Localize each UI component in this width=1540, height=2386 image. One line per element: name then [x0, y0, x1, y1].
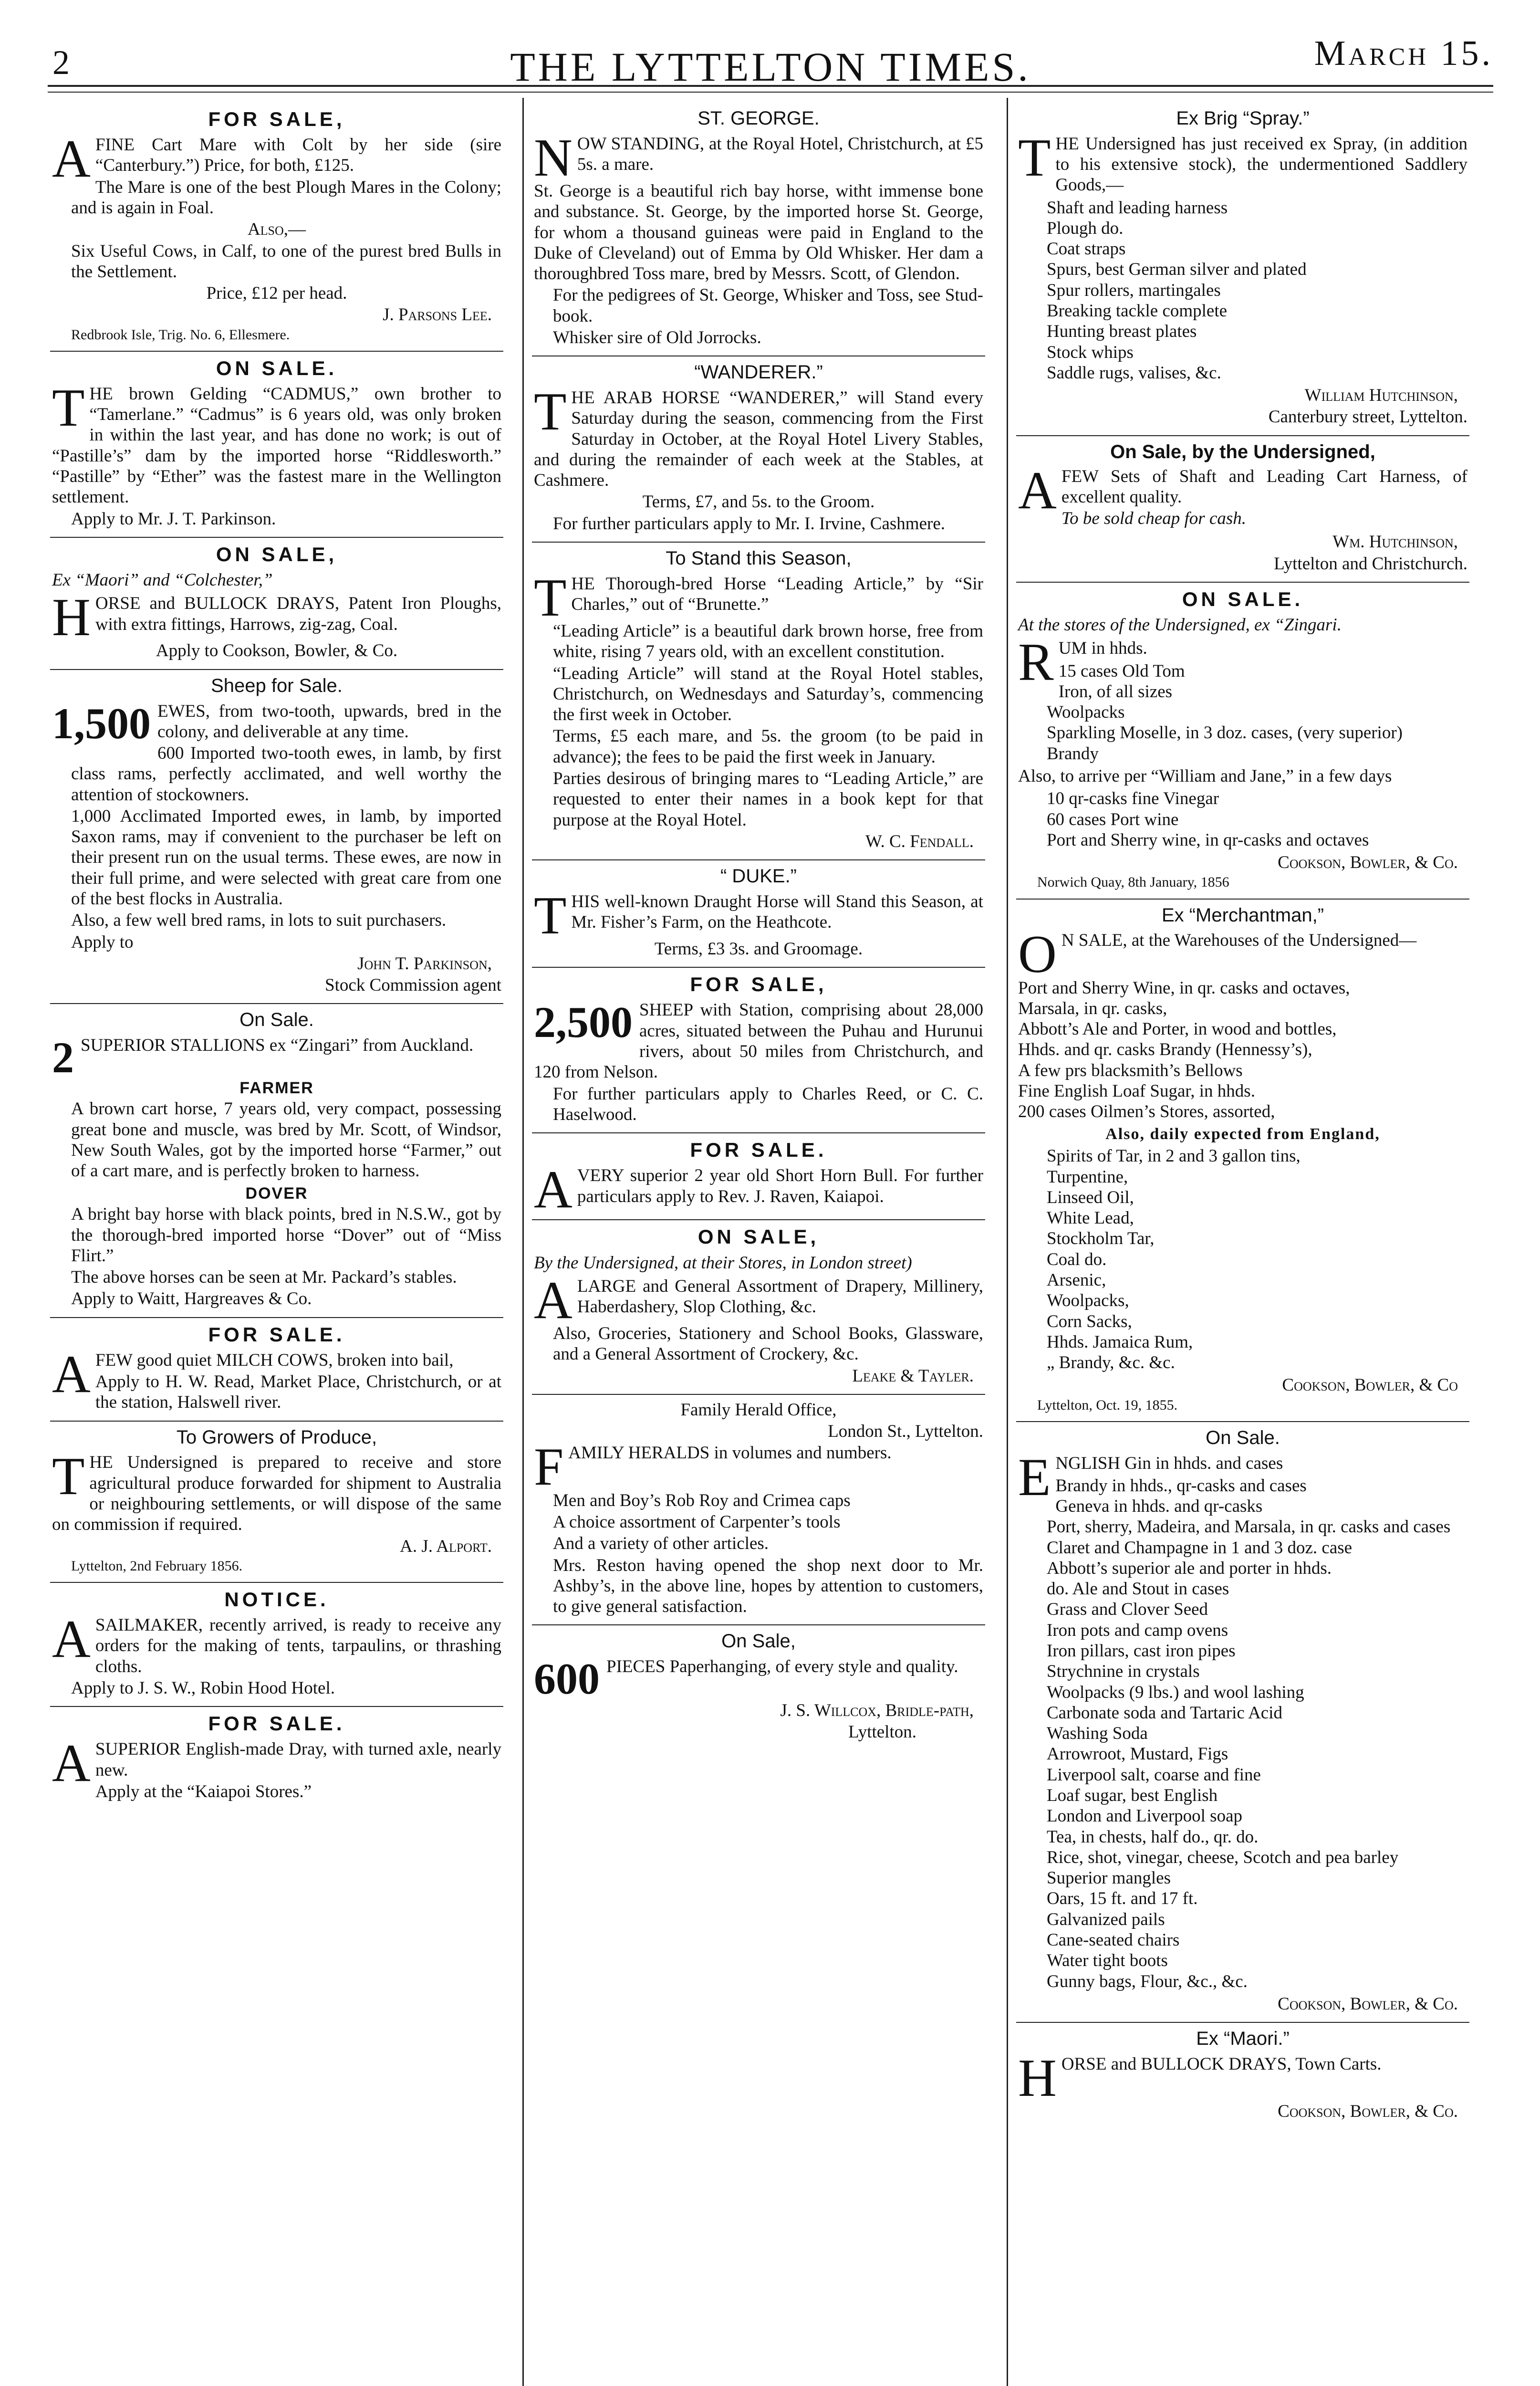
ad-text: HIS well-known Draught Horse will Stand this Season, at Mr. Fisher’s Farm, on the Heathcote.: [571, 891, 983, 932]
ad-heading: Ex “Merchantman,”: [1161, 904, 1324, 926]
drop-cap: T: [52, 378, 85, 438]
ad-heading: ON SALE,: [697, 1225, 820, 1248]
ad-st-george: [532, 103, 985, 356]
ad-text: FINE Cart Mare with Colt by her side (sire “Canterbury.”) Price, for both, £125.: [95, 135, 501, 176]
ad-address: Norwich Quay, 8th January, 1856: [1037, 874, 1229, 890]
big-number: 2,500: [534, 998, 633, 1047]
list-item: 60 cases Port wine: [1047, 809, 1179, 829]
ad-text: Terms, £3 3s. and Groomage.: [654, 939, 863, 959]
ad-text: SAILMAKER, recently arrived, is ready to receive any orders for the making of tents, tarpaulins, or thrashing cloths.: [95, 1615, 501, 1676]
ad-heading: NOTICE.: [224, 1588, 329, 1611]
ad-heading: ON SALE.: [1182, 587, 1304, 610]
ad-harness: [1016, 436, 1469, 583]
column-divider: [522, 98, 524, 2386]
ad-text: Men and Boy’s Rob Roy and Crimea caps: [553, 1490, 851, 1510]
big-number: 1,500: [52, 699, 151, 748]
ad-signature: Leake & Tayler.: [852, 1366, 974, 1386]
ad-text: A choice assortment of Carpenter’s tools: [553, 1512, 841, 1532]
big-number: 600: [534, 1654, 600, 1704]
ad-address: Lyttelton, 2nd February 1856.: [71, 1558, 243, 1574]
ad-text: St. George is a beautiful rich bay horse, witht immense bone and substance. St. George, by the imported horse St. George, for whom a thousand guineas were paid in England to the Duke of Cleveland) out of Emma by Old Whisker. Her dam a thoroughbred Toss mare, bred by Messrs. Scott, of Glendon.: [534, 181, 983, 284]
drop-cap: T: [534, 886, 567, 945]
list-item: Galvanized pails: [1047, 1909, 1165, 1929]
ad-address: Redbrook Isle, Trig. No. 6, Ellesmere.: [71, 326, 290, 343]
list-item: Woolpacks: [1047, 702, 1125, 722]
ad-dray: [50, 1707, 503, 1810]
ad-signature: J. Parsons Lee.: [383, 305, 492, 325]
ad-text: A brown cart horse, 7 years old, very compact, possessing great bone and muscle, was bred by Mr. Scott, of Windsor, New South Wales, got by the imported horse “Farmer,” out of a cart mare, and is perfectly broken to harness.: [71, 1099, 501, 1181]
column-2: [532, 103, 985, 2386]
ad-text: SUPERIOR STALLIONS ex “Zingari” from Auckland.: [81, 1036, 474, 1056]
ad-text: Mrs. Reston having opened the shop next door to Mr. Ashby’s, in the above line, hopes by attention to customers, to give general satisfaction.: [553, 1555, 983, 1617]
drop-cap: T: [1018, 128, 1051, 188]
list-item: Hhds. and qr. casks Brandy (Hennessy’s),: [1018, 1040, 1312, 1060]
list-item: Loaf sugar, best English: [1047, 1786, 1218, 1806]
drop-cap: T: [534, 568, 567, 628]
ad-text: Also, a few well bred rams, in lots to suit purchasers.: [71, 910, 447, 931]
list-item: 15 cases Old Tom: [1058, 661, 1185, 681]
ad-signature: John T. Parkinson,: [357, 953, 492, 973]
ad-text: “Leading Article” will stand at the Royal Hotel stables, Christchurch, on Wednesdays and Saturday’s, commencing the first week in October.: [553, 663, 983, 725]
list-item: Claret and Champagne in 1 and 3 doz. case: [1047, 1538, 1353, 1558]
ad-price: Price, £12 per head.: [206, 283, 347, 303]
ad-heading: FOR SALE,: [208, 108, 345, 130]
ad-text: OW STANDING, at the Royal Hotel, Christchurch, at £5 5s. a mare.: [577, 134, 983, 175]
drop-cap: A: [534, 1270, 572, 1330]
ad-text: ORSE and BULLOCK DRAYS, Patent Iron Ploughs, with extra fittings, Harrows, zig-zag, Coal.: [95, 594, 501, 634]
ad-text: N SALE, at the Warehouses of the Undersigned—: [1061, 931, 1417, 951]
list-item: Oars, 15 ft. and 17 ft.: [1047, 1889, 1198, 1909]
ad-signature: Lyttelton.: [848, 1722, 916, 1742]
ad-subheading: At the stores of the Undersigned, ex “Zingari.: [1018, 615, 1342, 635]
ad-subheading: Ex “Maori” and “Colchester,”: [52, 570, 273, 590]
ad-drapery: [532, 1220, 985, 1394]
list-item: Geneva in hhds. and qr-casks: [1055, 1496, 1263, 1517]
ad-signature: J. S. Willcox, Bridle-path,: [780, 1700, 974, 1720]
ad-text: SUPERIOR English-made Dray, with turned axle, nearly new.: [95, 1739, 501, 1780]
ad-heading: London St., Lyttelton.: [828, 1422, 983, 1442]
ad-leading-article: [532, 543, 985, 860]
list-item: Spurs, best German silver and plated: [1047, 260, 1307, 280]
ad-heading: On Sale.: [239, 1009, 314, 1031]
ad-text: VERY superior 2 year old Short Horn Bull. For further particulars apply to Rev. J. Raven, Kaiapoi.: [577, 1166, 983, 1206]
list-item: 10 qr-casks fine Vinegar: [1047, 789, 1219, 809]
ad-heading: On Sale, by the Undersigned,: [1110, 441, 1375, 462]
ad-heading: “ DUKE.”: [720, 866, 797, 887]
ad-english-gin: [1016, 1422, 1469, 2023]
list-item: Port and Sherry Wine, in qr. casks and octaves,: [1018, 978, 1350, 998]
list-item: Cane-seated chairs: [1047, 1930, 1180, 1950]
ad-text: LARGE and General Assortment of Drapery, Millinery, Haberdashery, Slop Clothing, &c.: [577, 1276, 983, 1317]
ad-signature: Stock Commission agent: [325, 975, 501, 995]
drop-cap: A: [1018, 460, 1057, 520]
newspaper-title: THE LYTTELTON TIMES.: [510, 44, 1031, 90]
list-item: Rice, shot, vinegar, cheese, Scotch and pea barley: [1047, 1847, 1399, 1867]
big-number: 2: [52, 1033, 74, 1082]
ad-text: For the pedigrees of St. George, Whisker and Toss, see Stud-book.: [553, 285, 983, 326]
ad-heading: Ex “Maori.”: [1196, 2028, 1290, 2050]
drop-cap: A: [52, 1344, 91, 1404]
ad-heading: To Stand this Season,: [666, 548, 852, 569]
ad-heading: ON SALE,: [216, 543, 338, 565]
ad-text: Six Useful Cows, in Calf, to one of the purest bred Bulls in the Settlement.: [71, 241, 501, 282]
ad-signature: Cookson, Bowler, & Co.: [1278, 2102, 1458, 2122]
list-item: Abbott’s Ale and Porter, in wood and bottles,: [1018, 1019, 1337, 1039]
ad-text: FEW good quiet MILCH COWS, broken into bail,: [95, 1350, 454, 1370]
drop-cap: E: [1018, 1447, 1051, 1507]
ad-text: A bright bay horse with black points, bred in N.S.W., got by the thorough-bred imported horse “Dover” out of “Miss Flirt.”: [71, 1204, 501, 1266]
ad-signature: Canterbury street, Lyttelton.: [1268, 407, 1467, 427]
ad-heading: ON SALE.: [216, 356, 338, 379]
drop-cap: A: [534, 1160, 572, 1220]
ad-heading: On Sale.: [1206, 1427, 1280, 1448]
list-item: Washing Soda: [1047, 1724, 1148, 1744]
goods-list: [1018, 1476, 1467, 1992]
list-item: Iron pots and camp ovens: [1047, 1620, 1228, 1640]
list-item: Spirits of Tar, in 2 and 3 gallon tins,: [1047, 1146, 1301, 1166]
ad-text: 1,000 Acclimated Imported ewes, in lamb, by imported Saxon rams, may if convenient to the purchaser be left on their present run on the usual terms. These ewes, are now in their full prime, and were selected with great care from one of the best flocks in Australia.: [71, 806, 501, 909]
issue-date: March 15.: [1314, 34, 1493, 73]
ad-text: “Leading Article” is a beautiful dark brown horse, free from white, rising 7 years old, with an excellent constitution.: [553, 621, 983, 662]
list-item: Hunting breast plates: [1047, 322, 1197, 342]
ad-text: Also, Groceries, Stationery and School Books, Glassware, and a General Assortment of Crockery, &c.: [553, 1324, 983, 1364]
ad-signature: Cookson, Bowler, & Co: [1282, 1375, 1458, 1395]
ad-text: FEW Sets of Shaft and Leading Cart Harness, of excellent quality.: [1061, 466, 1467, 507]
list-item: Carbonate soda and Tartaric Acid: [1047, 1703, 1282, 1723]
goods-list: [1018, 788, 1467, 850]
list-item: Woolpacks,: [1047, 1291, 1129, 1311]
ad-sailmaker: [50, 1583, 503, 1707]
ad-sheep: [50, 670, 503, 1005]
ad-wanderer: [532, 356, 985, 543]
goods-list: [1018, 661, 1467, 764]
list-item: Spur rollers, martingales: [1047, 280, 1221, 300]
list-item: Arrowroot, Mustard, Figs: [1047, 1744, 1228, 1764]
list-item: Abbott’s superior ale and porter in hhds.: [1047, 1558, 1332, 1578]
ad-signature: A. J. Alport.: [400, 1536, 492, 1556]
list-item: Grass and Clover Seed: [1047, 1600, 1208, 1620]
ad-heading: On Sale,: [721, 1631, 796, 1652]
ad-heading: FOR SALE.: [690, 1139, 827, 1162]
drop-cap: O: [1018, 925, 1057, 984]
ad-heading: ST. GEORGE.: [697, 108, 820, 129]
ad-text: Apply to H. W. Read, Market Place, Christchurch, or at the station, Halswell river.: [95, 1372, 501, 1413]
ad-text: For further particulars apply to Mr. I. Irvine, Cashmere.: [553, 513, 945, 534]
goods-list: [1018, 1146, 1467, 1373]
ad-duke: [532, 860, 985, 968]
ad-signature: William Hutchinson,: [1304, 386, 1458, 406]
ad-text: Apply to: [71, 932, 134, 952]
ad-merchantman: [1016, 900, 1469, 1422]
ad-signature: W. C. Fendall.: [865, 831, 974, 851]
list-item: Saddle rugs, valises, &c.: [1047, 363, 1221, 383]
ad-text: For further particulars apply to Charles Reed, or C. C. Haselwood.: [553, 1084, 983, 1124]
drop-cap: T: [52, 1447, 85, 1507]
ad-text: PIECES Paperhanging, of every style and quality.: [606, 1657, 958, 1677]
list-item: 200 cases Oilmen’s Stores, assorted,: [1018, 1102, 1275, 1122]
ad-text: Also, to arrive per “William and Jane,” in a few days: [1018, 766, 1392, 786]
list-item: Iron pillars, cast iron pipes: [1047, 1641, 1236, 1661]
ad-text: EWES, from two-tooth, upwards, bred in the colony, and deliverable at any time.: [157, 701, 501, 742]
list-item: Liverpool salt, coarse and fine: [1047, 1765, 1261, 1785]
drop-cap: A: [52, 1734, 91, 1793]
drop-cap: A: [52, 129, 91, 189]
ad-text: The Mare is one of the best Plough Mares in the Colony; and is again in Foal.: [71, 177, 501, 218]
list-item: Breaking tackle complete: [1047, 301, 1228, 321]
ad-signature: Lyttelton and Christchurch.: [1274, 554, 1467, 574]
drop-cap: R: [1018, 633, 1054, 692]
drop-cap: H: [52, 588, 91, 648]
ad-sheep-station: [532, 968, 985, 1133]
ad-cadmus: [50, 352, 503, 538]
ad-cart-mare: [50, 103, 503, 352]
list-item: Linseed Oil,: [1047, 1187, 1134, 1207]
ad-text: And a variety of other articles.: [553, 1534, 769, 1554]
ad-stallions: [50, 1004, 503, 1318]
list-item: „ Brandy, &c. &c.: [1047, 1353, 1175, 1373]
ad-text: HE Thorough-bred Horse “Leading Article,” by “Sir Charles,” out of “Brunette.”: [571, 574, 983, 615]
list-item: White Lead,: [1047, 1208, 1134, 1228]
ad-maori-drays: [1016, 2023, 1469, 2129]
masthead-rule: [48, 85, 1493, 87]
list-item: Strychnine in crystals: [1047, 1662, 1200, 1682]
list-item: do. Ale and Stout in cases: [1047, 1579, 1229, 1599]
ad-text: AMILY HERALDS in volumes and numbers.: [568, 1443, 892, 1463]
list-item: Hhds. Jamaica Rum,: [1047, 1332, 1193, 1352]
ad-text: Apply to Cookson, Bowler, & Co.: [156, 641, 398, 661]
ad-horse-drays: [50, 538, 503, 670]
ad-text: Terms, £5 each mare, and 5s. the groom (to be paid in advance); the fees to be paid the first week in January.: [553, 726, 983, 767]
ad-produce: [50, 1422, 503, 1583]
ad-subheading: By the Undersigned, at their Stores, in London street): [534, 1253, 912, 1273]
list-item: Arsenic,: [1047, 1270, 1106, 1290]
ad-text: Apply to Waitt, Hargreaves & Co.: [71, 1289, 312, 1309]
ad-text: Whisker sire of Old Jorrocks.: [553, 327, 761, 347]
ad-text: HE Undersigned is prepared to receive and store agricultural produce forwarded for shipment to Australia or neighbouring settlements, or will dispose of the same on commission if required.: [52, 1453, 501, 1535]
ad-heading: Family Herald Office,: [680, 1400, 837, 1420]
list-item: Shaft and leading harness: [1047, 198, 1228, 218]
ad-text: To be sold cheap for cash.: [1061, 509, 1247, 529]
ad-heading: FOR SALE.: [208, 1712, 345, 1735]
list-item: Iron, of all sizes: [1058, 681, 1173, 701]
masthead-rule-thin: [48, 92, 1493, 93]
list-item: Woolpacks (9 lbs.) and wool lashing: [1047, 1682, 1304, 1702]
column-3: [1016, 103, 1469, 2386]
drop-cap: N: [534, 128, 572, 188]
list-item: Sparkling Moselle, in 3 doz. cases, (very superior): [1047, 723, 1403, 743]
goods-list: [1018, 978, 1467, 1122]
ad-text: Parties desirous of bringing mares to “Leading Article,” are requested to enter their names in a book kept for that purpose at the Royal Hotel.: [553, 768, 983, 830]
list-item: Stock whips: [1047, 342, 1134, 362]
column-1: [50, 103, 503, 2386]
ad-text: HE brown Gelding “CADMUS,” own brother to “Tamerlane.” “Cadmus” is 6 years old, was only broken in within the last year, and has done no work; is out of “Pastille’s” dam by the imported horse “Riddlesworth.” “Pastille” by “Ether” was the fastest mare in the Wellington settlement.: [52, 384, 501, 507]
list-item: Coat straps: [1047, 239, 1126, 259]
list-item: Port and Sherry wine, in qr-casks and octaves: [1047, 830, 1369, 850]
ad-text: Also,—: [247, 220, 306, 240]
drop-cap: A: [52, 1610, 91, 1669]
list-item: Corn Sacks,: [1047, 1311, 1132, 1331]
ad-heading: “WANDERER.”: [694, 362, 823, 383]
ad-signature: Cookson, Bowler, & Co.: [1278, 1994, 1458, 2014]
ad-heading: FOR SALE,: [690, 973, 827, 996]
ad-milch-cows: [50, 1318, 503, 1422]
ad-text: Apply to Mr. J. T. Parkinson.: [71, 509, 276, 529]
list-item: London and Liverpool soap: [1047, 1806, 1242, 1826]
list-item: Brandy in hhds., qr-casks and cases: [1055, 1476, 1307, 1496]
ad-text: SHEEP with Station, comprising about 28,000 acres, situated between the Puhau and Hurunui rivers, about 50 miles from Christchurch, and 120 from Nelson.: [534, 1000, 983, 1082]
ad-text: UM in hhds.: [1058, 638, 1147, 659]
masthead: [43, 24, 1498, 90]
ad-heading: FOR SALE.: [208, 1323, 345, 1346]
ad-heading: To Growers of Produce,: [176, 1426, 377, 1448]
drop-cap: F: [534, 1437, 564, 1497]
list-item: Marsala, in qr. casks,: [1018, 998, 1167, 1018]
ad-text: HE ARAB HORSE “WANDERER,” will Stand every Saturday during the season, commencing from the First Saturday in October, at the Royal Hotel Livery Stables, and during the remainder of each week at the Stables, at Cashmere.: [534, 388, 983, 491]
ad-spray: [1016, 103, 1469, 436]
ad-subheading: Also, daily expected from England,: [1105, 1125, 1380, 1143]
list-item: Turpentine,: [1047, 1167, 1128, 1187]
ad-text: NGLISH Gin in hhds. and cases: [1055, 1453, 1283, 1473]
ad-paperhanging: [532, 1625, 985, 1750]
ad-text: Apply at the “Kaiapoi Stores.”: [95, 1781, 312, 1801]
ad-text: Apply to J. S. W., Robin Hood Hotel.: [71, 1678, 335, 1698]
ad-text: The above horses can be seen at Mr. Packard’s stables.: [71, 1267, 457, 1287]
ad-signature: Wm. Hutchinson,: [1332, 532, 1458, 552]
list-item: Water tight boots: [1047, 1951, 1168, 1971]
ad-subheading: FARMER: [239, 1078, 314, 1097]
ad-text: HE Undersigned has just received ex Spray, (in addition to his extensive stock), the undermentioned Saddlery Goods,—: [1055, 134, 1467, 195]
list-item: Tea, in chests, half do., qr. do.: [1047, 1827, 1259, 1847]
list-item: A few prs blacksmith’s Bellows: [1018, 1060, 1243, 1080]
list-item: Plough do.: [1047, 218, 1124, 238]
goods-list: [1018, 198, 1467, 384]
ad-text: ORSE and BULLOCK DRAYS, Town Carts.: [1061, 2054, 1382, 2074]
drop-cap: H: [1018, 2048, 1057, 2108]
list-item: Coal do.: [1047, 1249, 1107, 1269]
list-item: Superior mangles: [1047, 1868, 1171, 1888]
list-item: Stockholm Tar,: [1047, 1229, 1155, 1249]
ad-signature: Cookson, Bowler, & Co.: [1278, 853, 1458, 873]
list-item: Fine English Loaf Sugar, in hhds.: [1018, 1081, 1255, 1101]
list-item: Brandy: [1047, 743, 1099, 764]
page-number: 2: [52, 43, 70, 82]
list-item: Port, sherry, Madeira, and Marsala, in qr. casks and cases: [1047, 1517, 1451, 1537]
ad-heading: Ex Brig “Spray.”: [1176, 108, 1310, 129]
ad-address: Lyttelton, Oct. 19, 1855.: [1037, 1397, 1178, 1413]
ad-short-horn: [532, 1133, 985, 1220]
ad-text: 600 Imported two-tooth ewes, in lamb, by first class rams, perfectly acclimated, and well worthy the attention of stockowners.: [71, 743, 501, 805]
ad-zingari-stores: [1016, 583, 1469, 900]
drop-cap: T: [534, 382, 567, 442]
list-item: Gunny bags, Flour, &c., &c.: [1047, 1971, 1248, 1991]
ad-subheading: DOVER: [245, 1184, 308, 1203]
column-divider: [1007, 98, 1008, 2386]
ad-family-herald: [532, 1395, 985, 1625]
ad-heading: Sheep for Sale.: [211, 675, 343, 696]
ad-text: Terms, £7, and 5s. to the Groom.: [642, 492, 875, 512]
